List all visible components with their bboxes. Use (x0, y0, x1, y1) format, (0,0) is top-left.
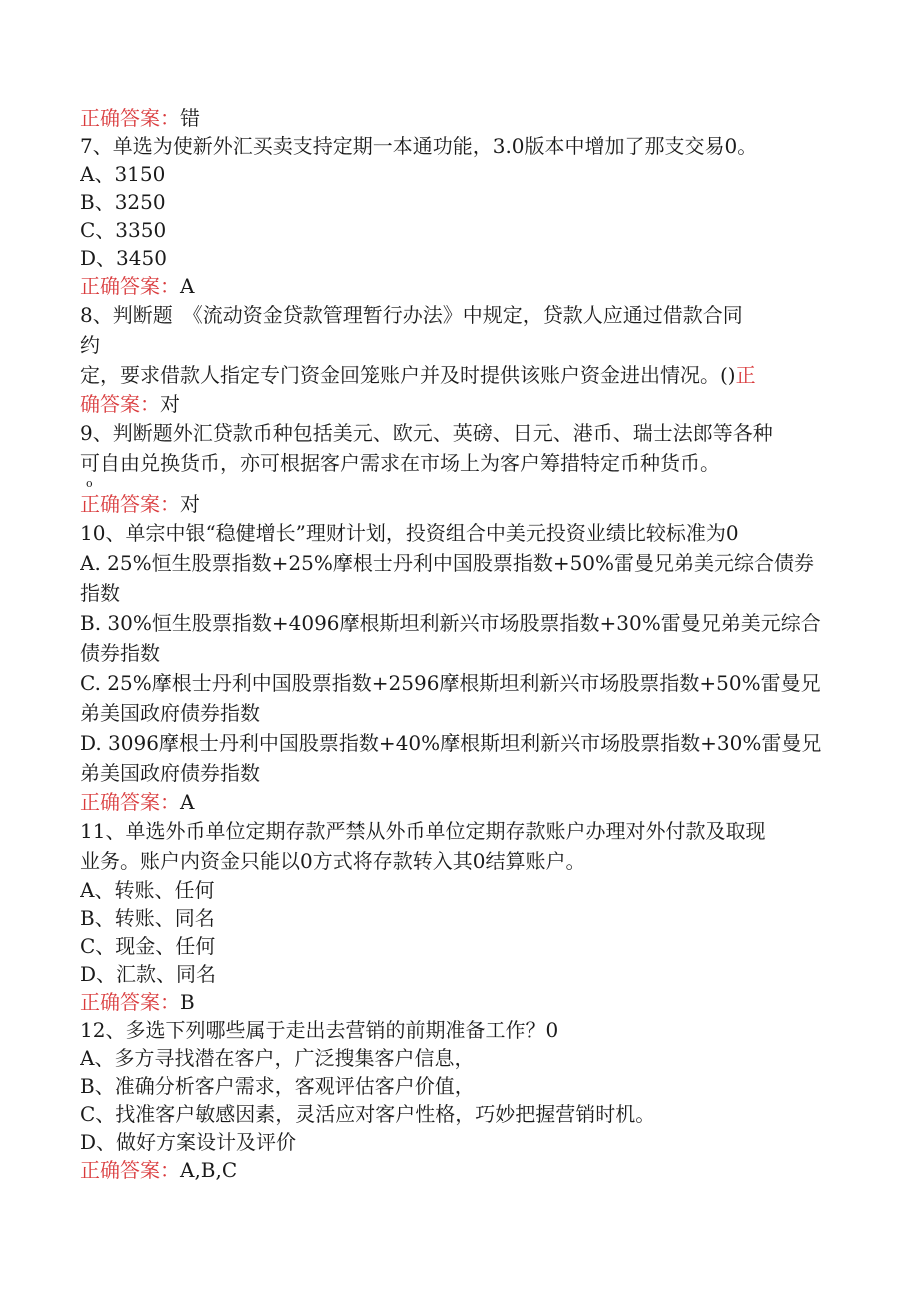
answer-label: 正确答案： (80, 492, 180, 516)
question-stem-continuation: 约 (80, 333, 100, 357)
option-item: D、汇款、同名 (80, 962, 217, 986)
option-item: A、3150 (80, 162, 166, 186)
option-item: D、做好方案设计及评价 (80, 1130, 297, 1154)
option-item: C. 25%摩根士丹利中国股票指数+2596摩根斯坦利新兴市场股票指数+50%雷曼兄 (80, 671, 821, 695)
answer-label: 正确答案： (80, 790, 180, 814)
option-item-continuation: 指数 (80, 581, 120, 605)
answer-line-q11 (80, 988, 840, 1016)
option-item: B、3250 (80, 190, 166, 214)
answer-line-q9 (80, 490, 840, 518)
option-item: C、找准客户敏感因素，灵活应对客户性格，巧妙把握营销时机。 (80, 1102, 656, 1126)
question-stem-continuation: 可自由兑换货币，亦可根据客户需求在市场上为客户筹措特定币种货币。 (80, 451, 720, 475)
answer-line-q12 (80, 1156, 840, 1184)
answer-line-q7 (80, 272, 840, 300)
stray-mark: o (86, 477, 93, 490)
answer-line-q6 (80, 104, 840, 132)
answer-line-q8 (80, 390, 840, 418)
option-item: D、3450 (80, 246, 167, 270)
question-stem-continuation (80, 360, 840, 390)
answer-value: 对 (180, 492, 200, 516)
answer-label: 确答案： (80, 392, 160, 416)
option-item: B、转账、同名 (80, 906, 215, 930)
option-item-continuation: 弟美国政府债券指数 (80, 761, 260, 785)
option-item: D. 3096摩根士丹利中国股票指数+40%摩根斯坦利新兴市场股票指数+30%雷曼兄 (80, 731, 822, 755)
answer-value: A (180, 274, 195, 298)
option-item: A、多方寻找潜在客户，广泛搜集客户信息， (80, 1046, 475, 1070)
answer-value: A (180, 790, 195, 814)
answer-label: 正确答案： (80, 990, 180, 1014)
option-item: C、3350 (80, 218, 167, 242)
option-item: B、准确分析客户需求，客观评估客户价值， (80, 1074, 475, 1098)
option-item: C、现金、任何 (80, 934, 216, 958)
answer-label-part: 正 (735, 363, 756, 387)
question-stem-continuation: 业务。账户内资金只能以0方式将存款转入其0结算账户。 (80, 849, 586, 873)
option-item: A、转账、任何 (80, 878, 215, 902)
option-item: B. 30%恒生股票指数+4096摩根斯坦利新兴市场股票指数+30%雷曼兄弟美元综合 (80, 611, 821, 635)
answer-value: B (180, 990, 195, 1014)
question-stem: 12、多选下列哪些属于走出去营销的前期准备工作？0 (80, 1018, 559, 1042)
answer-value: 错 (180, 106, 200, 130)
answer-value: 对 (160, 392, 180, 416)
answer-label: 正确答案： (80, 1158, 180, 1182)
question-stem: 9、判断题外汇贷款币种包括美元、欧元、英磅、日元、港币、瑞士法郎等各种 (80, 421, 773, 445)
document-page (80, 104, 840, 1184)
answer-value: A,B,C (180, 1158, 238, 1182)
answer-label: 正确答案： (80, 106, 180, 130)
question-stem: 10、单宗中银“稳健增长”理财计划，投资组合中美元投资业绩比较标准为0 (80, 521, 739, 545)
option-item: A. 25%恒生股票指数+25%摩根士丹利中国股票指数+50%雷曼兄弟美元综合债券 (80, 551, 815, 575)
question-stem: 7、单选为使新外汇买卖支持定期一本通功能，3.0版本中增加了那支交易0。 (80, 134, 758, 158)
question-stem: 8、判断题 《流动资金贷款管理暂行办法》中规定，贷款人应通过借款合同 (80, 303, 743, 327)
answer-line-q10 (80, 788, 840, 816)
answer-label: 正确答案： (80, 274, 180, 298)
option-item-continuation: 弟美国政府债券指数 (80, 701, 260, 725)
option-item-continuation: 债券指数 (80, 641, 160, 665)
question-text: 定，要求借款人指定专门资金回笼账户并及时提供该账户资金进出情况。() (80, 363, 736, 387)
question-stem: 11、单选外币单位定期存款严禁从外币单位定期存款账户办理对外付款及取现 (80, 819, 766, 843)
